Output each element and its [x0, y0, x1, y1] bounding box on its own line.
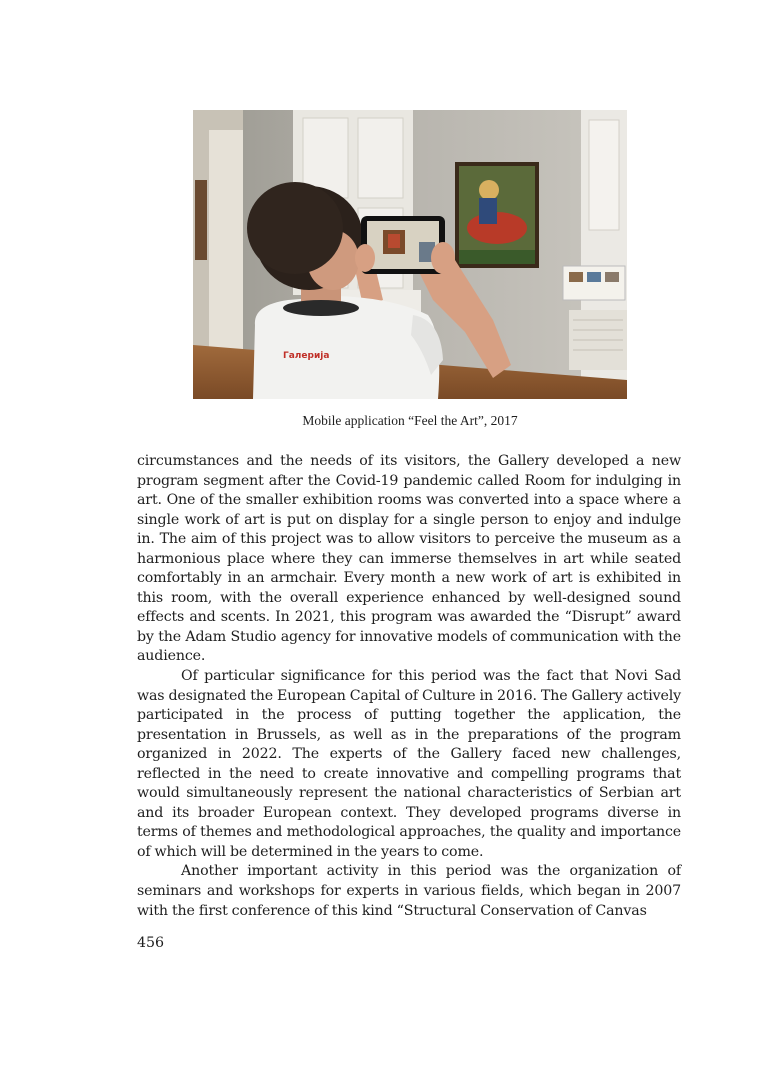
page-number: 456 — [137, 935, 165, 951]
figure-photo — [193, 110, 627, 399]
paragraph-3: Another important activity in this period was the organization of seminars and workshops for experts in various fields, which began in 2007 with the first conference of this kind “Structural Conservation of Canvas — [137, 863, 681, 919]
body-text — [137, 452, 681, 921]
paragraph-2: Of particular significance for this period was the fact that Novi Sad was designated the European Capital of Culture in 2016. The Gallery actively participated in the process of putting together the application, the presentation in Brussels, as well as in the preparations of the program organized in 2022. The experts of the Gallery faced new challenges, reflected in the need to create innovative and compelling programs that would simultaneously represent the national characteristics of Serbian art and its broader European context. They developed programs diverse in terms of themes and methodological approaches, the quality and importance of which will be determined in the years to come. — [137, 668, 681, 860]
figure-caption: Mobile application “Feel the Art”, 2017 — [302, 413, 518, 428]
paragraph-1: circumstances and the needs of its visitors, the Gallery developed a new program segment after the Covid-19 pandemic called Room for indulging in art. One of the smaller exhibition rooms was converted into a space where a single work of art is put on display for a single person to enjoy and indulge in. The aim of this project was to allow visitors to perceive the museum as a harmonious place where they can immerse themselves in art while seated comfortably in an armchair. Every month a new work of art is exhibited in this room, with the overall experience enhanced by well-designed sound effects and scents. In 2021, this program was awarded the “Disrupt” award by the Adam Studio agency for innovative models of communication with the audience. — [137, 453, 681, 665]
photo-museum-visitor-with-tablet — [193, 110, 627, 399]
svg-text:Галерија: Галерија — [283, 351, 330, 361]
